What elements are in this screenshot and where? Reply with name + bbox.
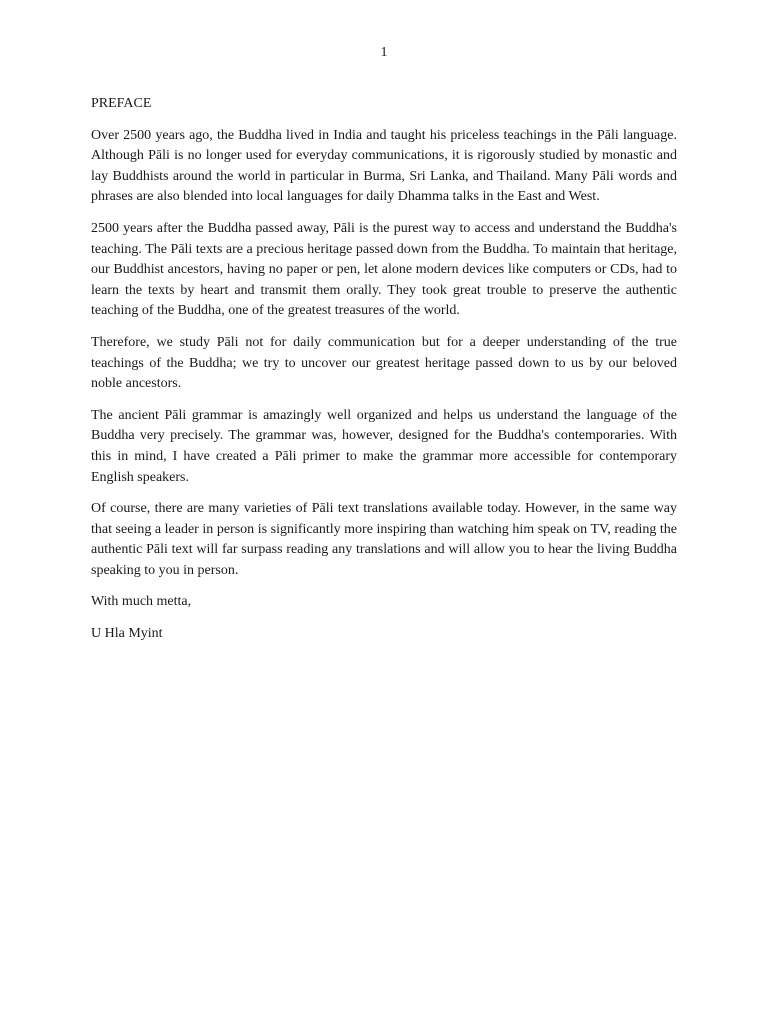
page-number: 1: [380, 45, 388, 60]
paragraph-4: The ancient Pāli grammar is amazingly well organized and helps us understand the language of the Buddha very precisely. The grammar was, however, designed for the Buddha's contemporaries. With this in mind, I have created a Pāli primer to make the grammar more accessible for contemporary English speakers.: [91, 407, 677, 485]
paragraph-2: 2500 years after the Buddha passed away, Pāli is the purest way to access and understand the Buddha's teaching. The Pāli texts are a precious heritage passed down from the Buddha. To maintain that heritage, our Buddhist ancestors, having no paper or pen, let alone modern devices like computers or CDs, had to learn the texts by heart and transmit them orally. They took great trouble to preserve the authentic teaching of the Buddha, one of the greatest treasures of the world.: [91, 220, 677, 319]
paragraph-1: Over 2500 years ago, the Buddha lived in India and taught his priceless teachings in the Pāli language. Although Pāli is no longer used for everyday communications, it is rigorously studied by monastic and lay Buddhists around the world in particular in Burma, Sri Lanka, and Thailand. Many Pāli words and phrases are also blended into local languages for daily Dhamma talks in the East and West.: [91, 127, 677, 205]
paragraph-5: Of course, there are many varieties of Pāli text translations available today. However, in the same way that seeing a leader in person is significantly more inspiring than watching him speak on TV, reading the authentic Pāli text will far surpass reading any translations and will allow you to hear the living Buddha speaking to you in person.: [91, 501, 677, 578]
author-signature: U Hla Myint: [91, 626, 163, 642]
paragraph-3: Therefore, we study Pāli not for daily communication but for a deeper understanding of the true teachings of the Buddha; we try to uncover our greatest heritage passed down to us by our beloved noble ancestors.: [91, 334, 677, 392]
document-body: [91, 94, 677, 645]
section-heading: PREFACE: [91, 96, 152, 111]
closing-line: With much metta,: [91, 594, 192, 610]
